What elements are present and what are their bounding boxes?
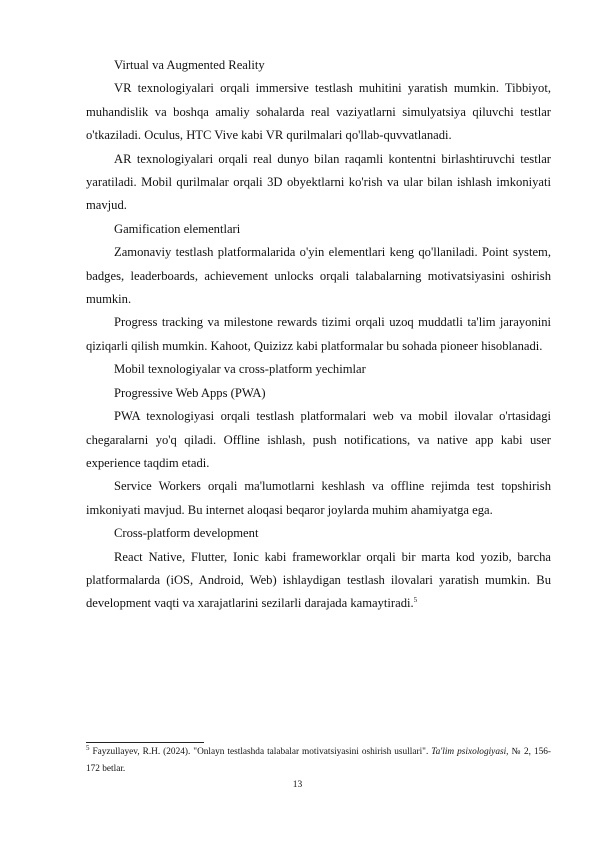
paragraph-text: React Native, Flutter, Ionic kabi frameworklar orqali bir marta kod yozib, barcha platformalarda (iOS, Android, Web) ishlaydigan testlash ilovalari yaratish mumkin. Bu development vaqti va xarajatlarini sezilarli darajada kamaytiradi. (86, 549, 551, 611)
section-heading (86, 218, 551, 241)
paragraph (86, 77, 551, 147)
paragraph-text: Progress tracking va milestone rewards tizimi orqali uzoq muddatli ta'lim jarayonini qiziqarli qilish mumkin. Kahoot, Quizizz kabi platformalar bu sohada pioneer hisoblanadi. (86, 315, 551, 353)
section-heading-text: Mobil texnologiyalar va cross-platform yechimlar (114, 362, 366, 377)
footnote (86, 744, 551, 778)
paragraph (86, 311, 551, 358)
paragraph-text: PWA texnologiyasi orqali testlash platformalari web va mobil ilovalar o'rtasidagi chegaralarni yo'q qiladi. Offline ishlash, push notifications, va native app kabi user experience taqdim etadi. (86, 409, 551, 470)
section-heading (86, 382, 551, 405)
footnote-separator (86, 742, 204, 743)
page-body (86, 54, 551, 616)
footnote-text-after: , № 2, 156-172 betlar. (86, 747, 551, 774)
section-heading (86, 54, 551, 77)
section-heading (86, 358, 551, 381)
paragraph (86, 241, 551, 311)
footnote-text-before: Fayzullayev, R.H. (2024). "Onlayn testlashda talabalar motivatsiyasini oshirish usullari". (89, 747, 432, 757)
section-heading (86, 522, 551, 545)
paragraph (86, 546, 551, 616)
footnote-number: 5 (86, 743, 90, 752)
section-heading-text: Gamification elementlari (114, 221, 241, 236)
paragraph (86, 475, 551, 522)
paragraph-text: AR texnologiyalari orqali real dunyo bilan raqamli kontentni birlashtiruvchi testlar yaratiladi. Mobil qurilmalar orqali 3D obyektlarni ko'rish va ular bilan ishlash imkoniyati mavjud. (86, 151, 551, 213)
paragraph-text: VR texnologiyalari orqali immersive testlash muhitini yaratish mumkin. Tibbiyot, muhandislik va boshqa amaliy sohalarda real vaziyatlarni simulyatsiya qiluvchi testlar o'tkaziladi. Oculus, HTC Vive kabi VR qurilmalari qo'llab-quvvatlanadi. (86, 81, 551, 143)
section-heading-text: Cross-platform development (114, 526, 259, 541)
section-heading-text: Progressive Web Apps (PWA) (114, 385, 266, 400)
paragraph (86, 148, 551, 218)
footnote-reference: 5 (413, 596, 418, 605)
paragraph (86, 405, 551, 475)
section-heading-text: Virtual va Augmented Reality (114, 58, 265, 72)
page-number: 13 (292, 780, 303, 790)
paragraph-text: Service Workers orqali ma'lumotlarni keshlash va offline rejimda test topshirish imkoniyati mavjud. Bu internet aloqasi beqaror joylarda muhim ahamiyatga ega. (86, 479, 551, 517)
footnote-journal: Ta'lim psixologiyasi (431, 747, 507, 757)
paragraph-text: Zamonaviy testlash platformalarida o'yin elementlari keng qo'llaniladi. Point system, badges, leaderboards, achievement unlocks orqali talabalarning motivatsiyasini oshirish mumkin. (86, 245, 551, 307)
